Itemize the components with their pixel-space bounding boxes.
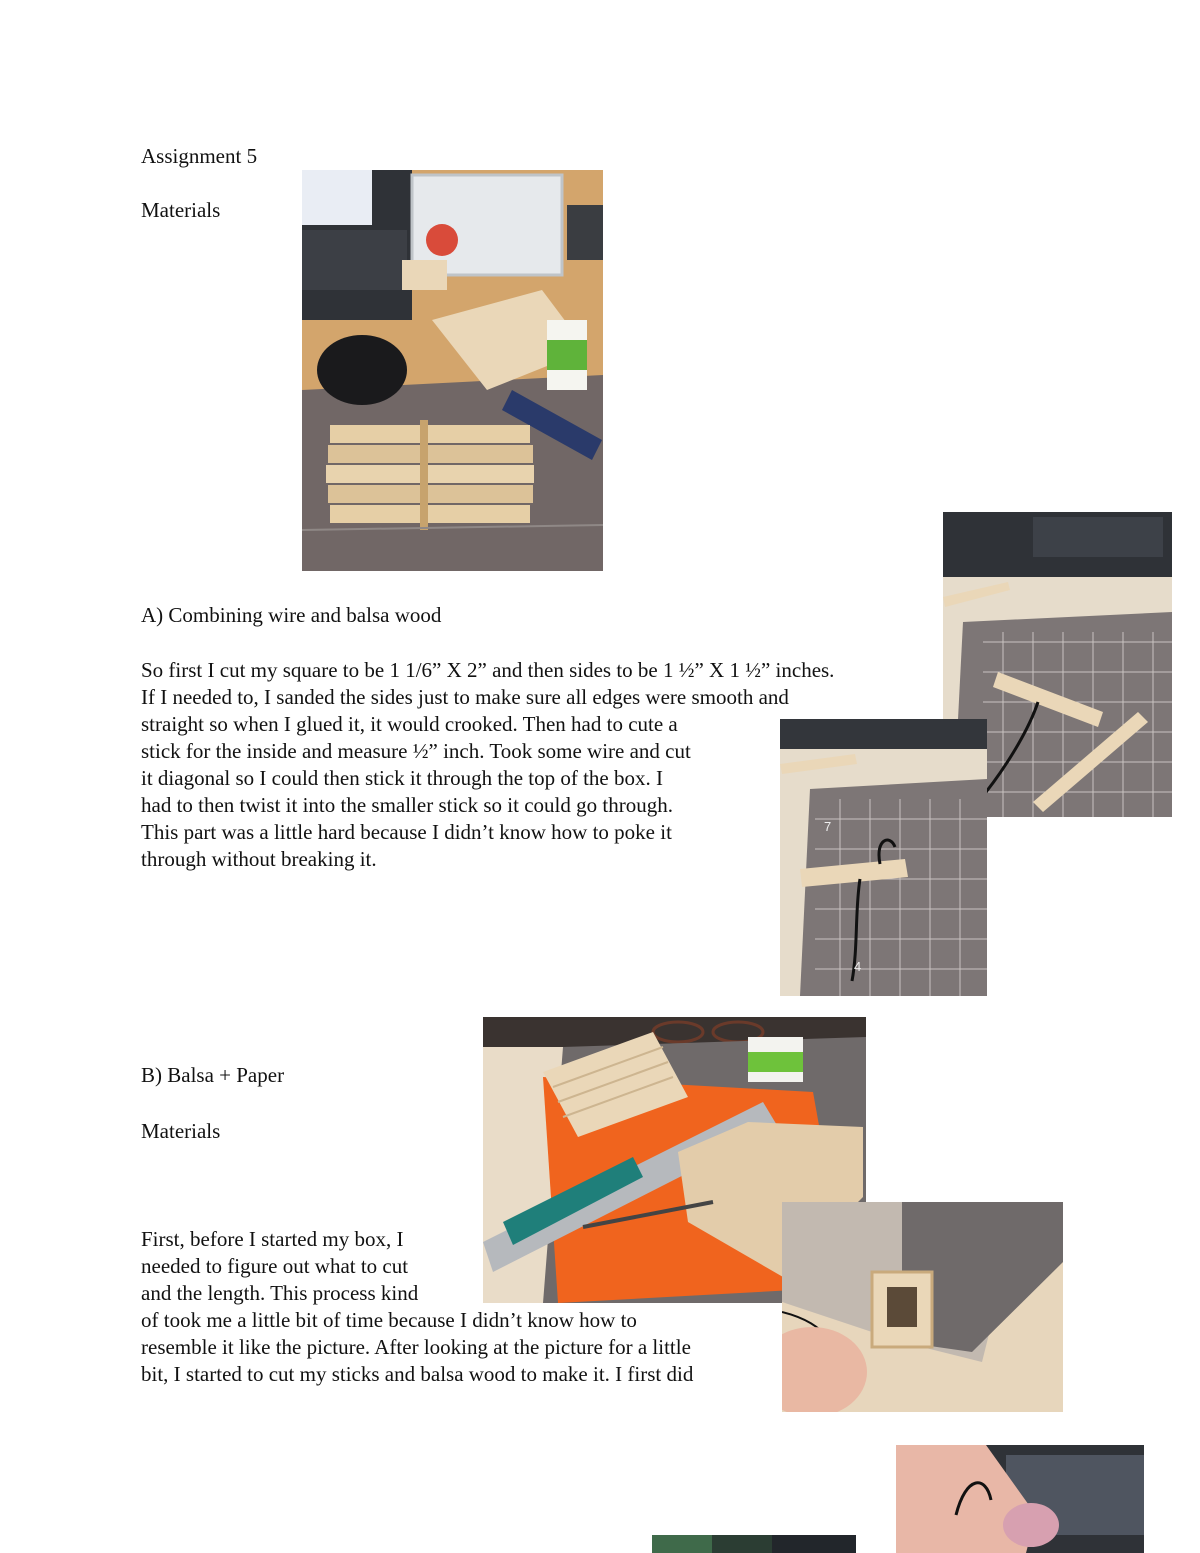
materials-label-a: Materials xyxy=(141,198,221,222)
section-a-line: stick for the inside and measure ½” inch. Took some wire and cut xyxy=(141,739,691,763)
svg-text:4: 4 xyxy=(854,959,862,974)
section-a-heading: A) Combining wire and balsa wood xyxy=(141,603,442,627)
section-a-line: This part was a little hard because I didn’t know how to poke it xyxy=(141,820,672,844)
section-a-line: it diagonal so I could then stick it through the top of the box. I xyxy=(141,766,663,790)
section-a-line: through without breaking it. xyxy=(141,847,377,871)
materials-label-b: Materials xyxy=(141,1119,221,1143)
section-b-line: bit, I started to cut my sticks and balsa wood to make it. I first did xyxy=(141,1362,694,1386)
hand-wire-photo xyxy=(896,1445,1144,1553)
section-b-line: needed to figure out what to cut xyxy=(141,1254,409,1278)
section-b-line: of took me a little bit of time because I didn’t know how to xyxy=(141,1308,637,1332)
wire-stick-photo-2 xyxy=(780,719,987,996)
section-a-line: had to then twist it into the smaller stick so it could go through. xyxy=(141,793,673,817)
section-a-line: If I needed to, I sanded the sides just to make sure all edges were smooth and xyxy=(141,685,789,709)
page-title: Assignment 5 xyxy=(141,144,258,168)
section-b-line: resemble it like the picture. After looking at the picture for a little xyxy=(141,1335,691,1359)
bottom-partial-photo xyxy=(652,1535,856,1553)
materials-photo xyxy=(302,170,603,571)
svg-text:7: 7 xyxy=(824,819,832,834)
section-a-line: straight so when I glued it, it would crooked. Then had to cute a xyxy=(141,712,678,736)
section-b-paragraph xyxy=(141,1226,693,1388)
section-b-line: First, before I started my box, I xyxy=(141,1227,404,1251)
section-b-heading: B) Balsa + Paper xyxy=(141,1063,285,1087)
balsa-box-photo xyxy=(782,1202,1063,1412)
section-b-line: and the length. This process kind xyxy=(141,1281,419,1305)
section-a-line: So first I cut my square to be 1 1/6” X 2” and then sides to be 1 ½” X 1 ½” inches. xyxy=(141,658,835,682)
section-a-paragraph xyxy=(141,657,834,873)
